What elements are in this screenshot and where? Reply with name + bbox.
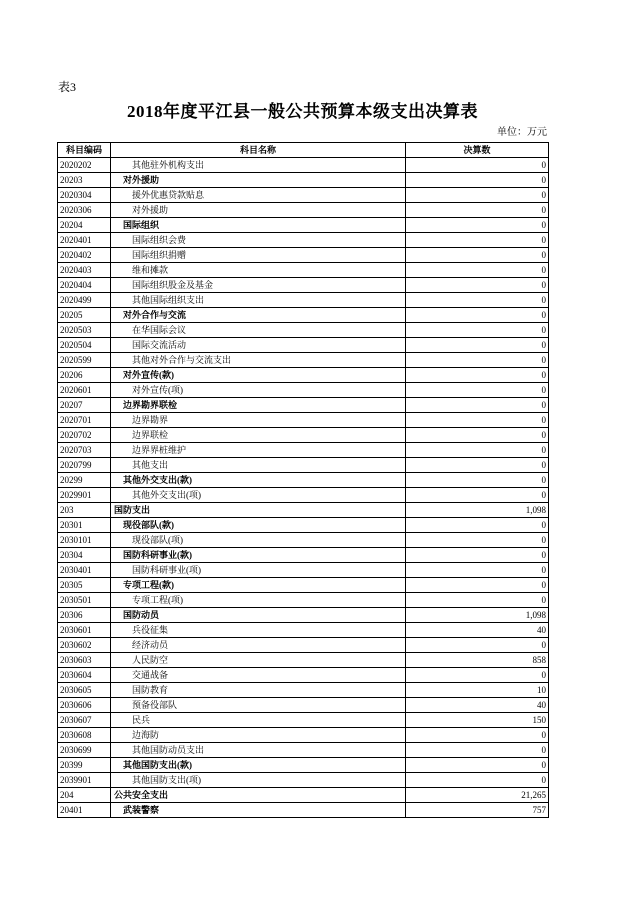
table-row <box>58 713 549 728</box>
code-cell: 20301 <box>58 518 111 533</box>
amount-cell: 0 <box>406 398 549 413</box>
unit-label: 单位：万元 <box>497 127 547 138</box>
name-cell: 专项工程(款) <box>111 578 406 593</box>
name-cell: 维和摊款 <box>111 263 406 278</box>
amount-cell: 0 <box>406 263 549 278</box>
code-cell: 2020402 <box>58 248 111 263</box>
table-row <box>58 248 549 263</box>
document-title: 2018年度平江县一般公共预算本级支出决算表 <box>127 102 478 121</box>
table-row <box>58 203 549 218</box>
amount-cell: 0 <box>406 578 549 593</box>
code-cell: 2020403 <box>58 263 111 278</box>
code-cell: 20207 <box>58 398 111 413</box>
code-cell: 2020401 <box>58 233 111 248</box>
amount-cell: 0 <box>406 323 549 338</box>
code-cell: 2030101 <box>58 533 111 548</box>
name-cell: 现役部队(款) <box>111 518 406 533</box>
table-row <box>58 653 549 668</box>
name-cell: 对外援助 <box>111 173 406 188</box>
table-header-row <box>58 143 549 158</box>
amount-cell: 10 <box>406 683 549 698</box>
amount-cell: 0 <box>406 428 549 443</box>
table-row <box>58 173 549 188</box>
code-cell: 2030699 <box>58 743 111 758</box>
name-cell: 边界勘界 <box>111 413 406 428</box>
code-cell: 20204 <box>58 218 111 233</box>
name-cell: 国际组织捐赠 <box>111 248 406 263</box>
code-cell: 2030601 <box>58 623 111 638</box>
table-row <box>58 368 549 383</box>
amount-cell: 0 <box>406 743 549 758</box>
name-cell: 其他对外合作与交流支出 <box>111 353 406 368</box>
header-code: 科目编码 <box>58 143 111 158</box>
table-row <box>58 728 549 743</box>
code-cell: 20203 <box>58 173 111 188</box>
amount-cell: 757 <box>406 803 549 818</box>
code-cell: 20306 <box>58 608 111 623</box>
amount-cell: 0 <box>406 248 549 263</box>
code-cell: 2020306 <box>58 203 111 218</box>
code-cell: 2020599 <box>58 353 111 368</box>
code-cell: 2020499 <box>58 293 111 308</box>
amount-cell: 0 <box>406 413 549 428</box>
name-cell: 经济动员 <box>111 638 406 653</box>
amount-cell: 0 <box>406 563 549 578</box>
name-cell: 人民防空 <box>111 653 406 668</box>
name-cell: 其他驻外机构支出 <box>111 158 406 173</box>
code-cell: 2020701 <box>58 413 111 428</box>
table-row <box>58 308 549 323</box>
table-row <box>58 638 549 653</box>
name-cell: 专项工程(项) <box>111 593 406 608</box>
table-row <box>58 263 549 278</box>
table-row <box>58 623 549 638</box>
code-cell: 20305 <box>58 578 111 593</box>
code-cell: 20401 <box>58 803 111 818</box>
code-cell: 2030608 <box>58 728 111 743</box>
amount-cell: 0 <box>406 593 549 608</box>
amount-cell: 0 <box>406 158 549 173</box>
code-cell: 2020504 <box>58 338 111 353</box>
table-row <box>58 758 549 773</box>
amount-cell: 150 <box>406 713 549 728</box>
amount-cell: 0 <box>406 728 549 743</box>
table-row <box>58 518 549 533</box>
table-row <box>58 683 549 698</box>
amount-cell: 858 <box>406 653 549 668</box>
table-body <box>58 158 549 818</box>
amount-cell: 0 <box>406 278 549 293</box>
amount-cell: 0 <box>406 368 549 383</box>
name-cell: 边界界桩维护 <box>111 443 406 458</box>
amount-cell: 0 <box>406 293 549 308</box>
code-cell: 2030602 <box>58 638 111 653</box>
amount-cell: 0 <box>406 488 549 503</box>
amount-cell: 0 <box>406 383 549 398</box>
table-row <box>58 698 549 713</box>
amount-cell: 0 <box>406 473 549 488</box>
name-cell: 公共安全支出 <box>111 788 406 803</box>
code-cell: 2020702 <box>58 428 111 443</box>
table-row <box>58 428 549 443</box>
name-cell: 国防动员 <box>111 608 406 623</box>
table-row <box>58 488 549 503</box>
amount-cell: 0 <box>406 758 549 773</box>
table-row <box>58 548 549 563</box>
table-row <box>58 503 549 518</box>
table-row <box>58 593 549 608</box>
name-cell: 其他国防支出(项) <box>111 773 406 788</box>
amount-cell: 0 <box>406 338 549 353</box>
table-row <box>58 158 549 173</box>
code-cell: 20206 <box>58 368 111 383</box>
table-row <box>58 803 549 818</box>
name-cell: 对外援助 <box>111 203 406 218</box>
table-row <box>58 443 549 458</box>
code-cell: 2020703 <box>58 443 111 458</box>
amount-cell: 0 <box>406 458 549 473</box>
name-cell: 边界联检 <box>111 428 406 443</box>
name-cell: 其他国际组织支出 <box>111 293 406 308</box>
name-cell: 国际组织 <box>111 218 406 233</box>
code-cell: 2030401 <box>58 563 111 578</box>
code-cell: 2020503 <box>58 323 111 338</box>
name-cell: 其他国防支出(款) <box>111 758 406 773</box>
table-row <box>58 533 549 548</box>
table-row <box>58 233 549 248</box>
header-amount: 决算数 <box>406 143 549 158</box>
code-cell: 20304 <box>58 548 111 563</box>
name-cell: 援外优惠贷款贴息 <box>111 188 406 203</box>
code-cell: 20299 <box>58 473 111 488</box>
name-cell: 国防教育 <box>111 683 406 698</box>
table-row <box>58 458 549 473</box>
name-cell: 国防支出 <box>111 503 406 518</box>
code-cell: 2020601 <box>58 383 111 398</box>
table-row <box>58 788 549 803</box>
name-cell: 兵役征集 <box>111 623 406 638</box>
amount-cell: 0 <box>406 233 549 248</box>
name-cell: 其他国防动员支出 <box>111 743 406 758</box>
table-row <box>58 398 549 413</box>
name-cell: 在华国际会议 <box>111 323 406 338</box>
table-row <box>58 413 549 428</box>
amount-cell: 1,098 <box>406 608 549 623</box>
amount-cell: 21,265 <box>406 788 549 803</box>
amount-cell: 40 <box>406 698 549 713</box>
code-cell: 203 <box>58 503 111 518</box>
table-row <box>58 293 549 308</box>
code-cell: 20399 <box>58 758 111 773</box>
amount-cell: 0 <box>406 773 549 788</box>
amount-cell: 0 <box>406 548 549 563</box>
table-row <box>58 353 549 368</box>
amount-cell: 0 <box>406 203 549 218</box>
code-cell: 2030605 <box>58 683 111 698</box>
name-cell: 国际组织会费 <box>111 233 406 248</box>
code-cell: 2039901 <box>58 773 111 788</box>
name-cell: 国防科研事业(款) <box>111 548 406 563</box>
amount-cell: 0 <box>406 173 549 188</box>
name-cell: 预备役部队 <box>111 698 406 713</box>
table-row <box>58 338 549 353</box>
amount-cell: 0 <box>406 533 549 548</box>
code-cell: 2030607 <box>58 713 111 728</box>
code-cell: 204 <box>58 788 111 803</box>
code-cell: 20205 <box>58 308 111 323</box>
table-row <box>58 218 549 233</box>
amount-cell: 0 <box>406 188 549 203</box>
code-cell: 2030604 <box>58 668 111 683</box>
code-cell: 2020799 <box>58 458 111 473</box>
amount-cell: 0 <box>406 353 549 368</box>
amount-cell: 0 <box>406 218 549 233</box>
table-row <box>58 563 549 578</box>
name-cell: 民兵 <box>111 713 406 728</box>
table-row <box>58 608 549 623</box>
name-cell: 边界勘界联检 <box>111 398 406 413</box>
table-row <box>58 188 549 203</box>
amount-cell: 0 <box>406 443 549 458</box>
code-cell: 2029901 <box>58 488 111 503</box>
amount-cell: 0 <box>406 668 549 683</box>
name-cell: 现役部队(项) <box>111 533 406 548</box>
name-cell: 对外宣传(款) <box>111 368 406 383</box>
header-name: 科目名称 <box>111 143 406 158</box>
budget-table <box>57 142 549 818</box>
table-row <box>58 773 549 788</box>
table-row <box>58 578 549 593</box>
amount-cell: 0 <box>406 638 549 653</box>
code-cell: 2030603 <box>58 653 111 668</box>
table-row <box>58 278 549 293</box>
name-cell: 武装警察 <box>111 803 406 818</box>
amount-cell: 0 <box>406 518 549 533</box>
table-row <box>58 668 549 683</box>
code-cell: 2020304 <box>58 188 111 203</box>
code-cell: 2020404 <box>58 278 111 293</box>
name-cell: 其他外交支出(项) <box>111 488 406 503</box>
code-cell: 2030501 <box>58 593 111 608</box>
table-number-label: 表3 <box>58 80 77 94</box>
table-row <box>58 383 549 398</box>
name-cell: 交通战备 <box>111 668 406 683</box>
table-row <box>58 473 549 488</box>
name-cell: 边海防 <box>111 728 406 743</box>
name-cell: 国防科研事业(项) <box>111 563 406 578</box>
name-cell: 其他外交支出(款) <box>111 473 406 488</box>
code-cell: 2020202 <box>58 158 111 173</box>
code-cell: 2030606 <box>58 698 111 713</box>
amount-cell: 0 <box>406 308 549 323</box>
name-cell: 对外宣传(项) <box>111 383 406 398</box>
name-cell: 国际交流活动 <box>111 338 406 353</box>
table-row <box>58 323 549 338</box>
name-cell: 国际组织股金及基金 <box>111 278 406 293</box>
name-cell: 对外合作与交流 <box>111 308 406 323</box>
amount-cell: 40 <box>406 623 549 638</box>
table-row <box>58 743 549 758</box>
amount-cell: 1,098 <box>406 503 549 518</box>
name-cell: 其他支出 <box>111 458 406 473</box>
